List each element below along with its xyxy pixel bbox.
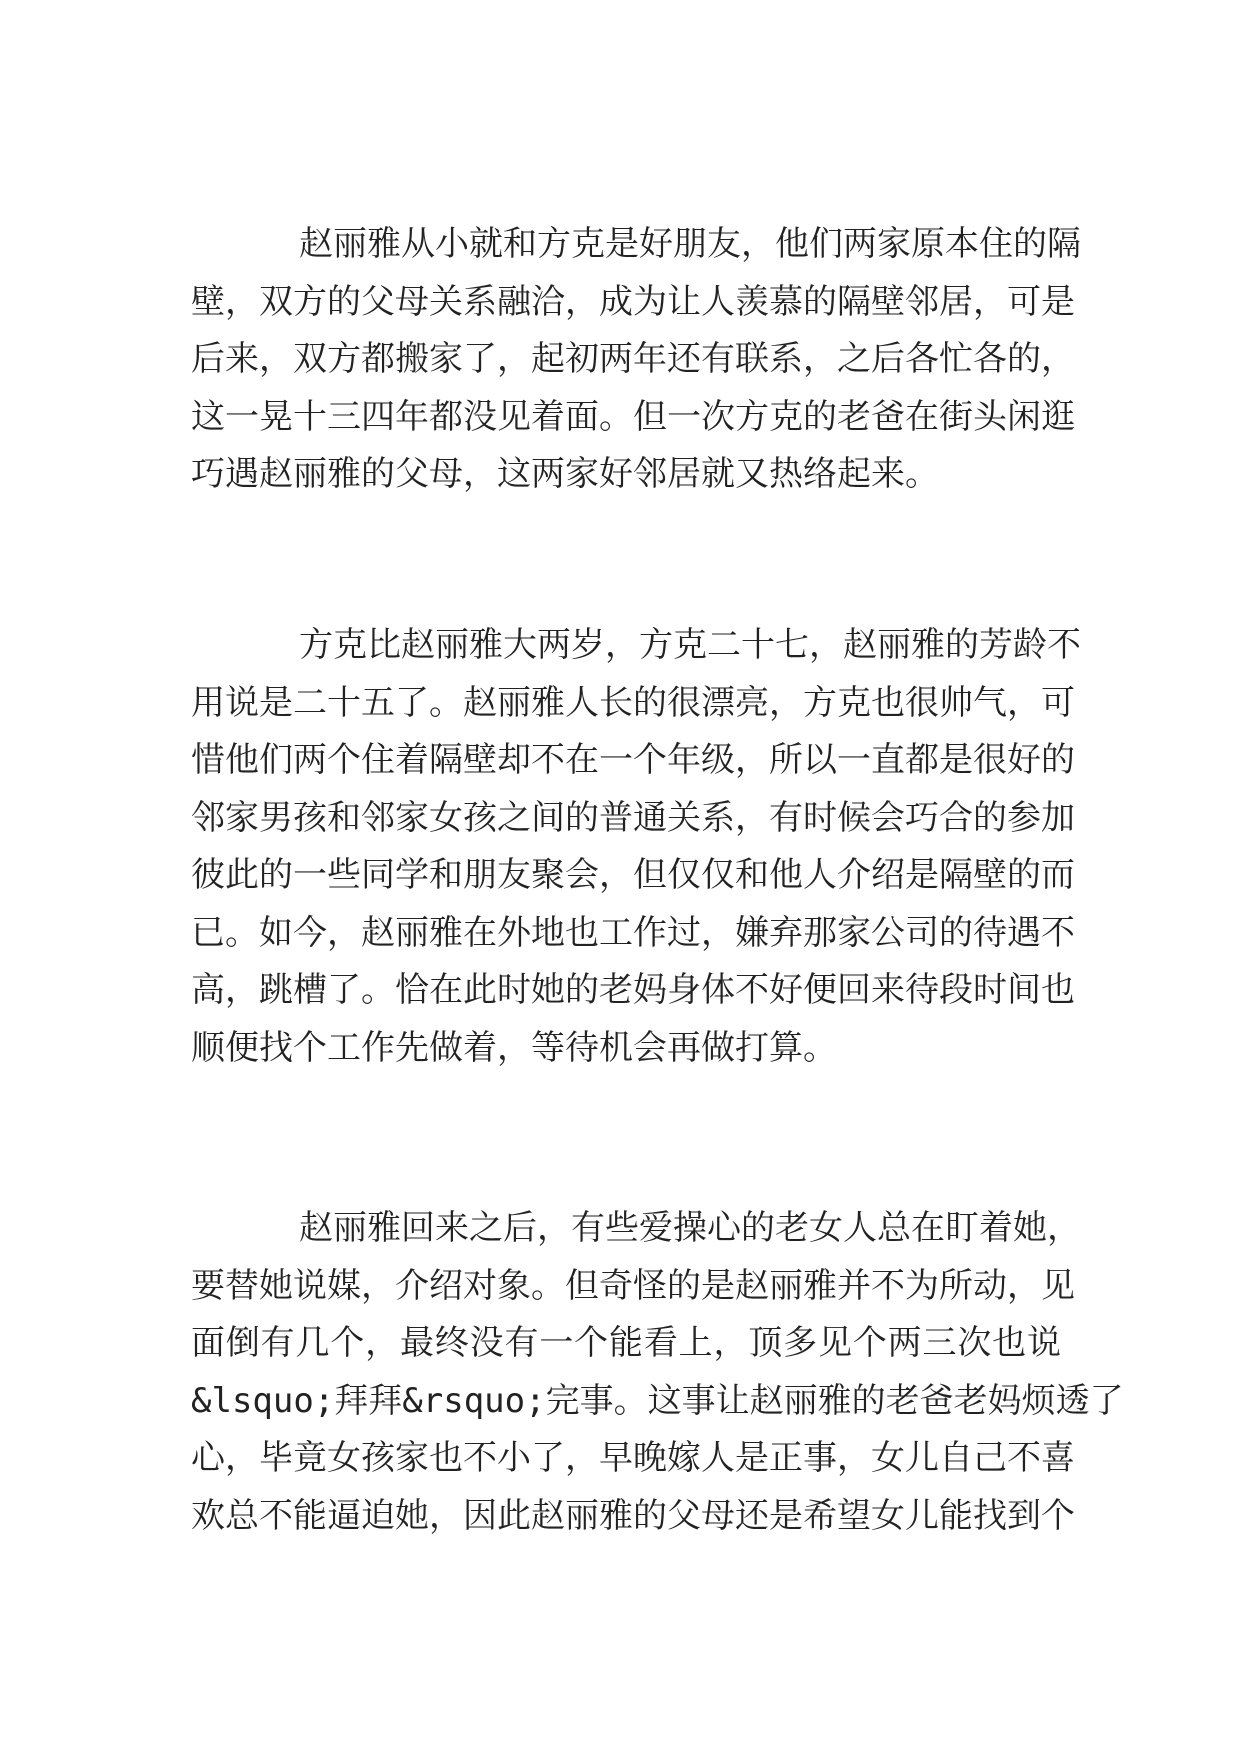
paragraph-1 [191,216,1081,504]
text-line: 面倒有几个，最终没有一个能看上，顶多见个两三次也说 [191,1323,1061,1363]
text-line: 彼此的一些同学和朋友聚会，但仅仅和他人介绍是隔壁的而 [191,855,1075,895]
text-line: 要替她说媒，介绍对象。但奇怪的是赵丽雅并不为所动，见 [191,1265,1075,1306]
text-line: 心，毕竟女孩家也不小了，早晚嫁人是正事，女儿自己不喜 [191,1438,1075,1478]
paragraph-2 [191,617,1081,1077]
text-line: 顺便找个工作先做着，等待机会再做打算。 [191,1027,837,1068]
text-line: 用说是二十五了。赵丽雅人长的很漂亮，方克也很帅气，可 [191,682,1075,723]
text-line: 方克比赵丽雅大两岁，方克二十七，赵丽雅的芳龄不 [299,625,1081,665]
text-line: 邻家男孩和邻家女孩之间的普通关系，有时候会巧合的参加 [191,797,1075,838]
text-line: 惜他们两个住着隔壁却不在一个年级，所以一直都是很好的 [191,740,1075,780]
text-line: 后来，双方都搬家了，起初两年还有联系，之后各忙各的， [191,339,1075,379]
text-line: 赵丽雅从小就和方克是好朋友，他们两家原本住的隔 [299,224,1081,264]
text-line: 欢总不能逼迫她，因此赵丽雅的父母还是希望女儿能找到个 [191,1495,1075,1536]
text-line: 壁，双方的父母关系融洽，成为让人羡慕的隔壁邻居，可是 [191,281,1075,322]
text-line: 已。如今，赵丽雅在外地也工作过，嫌弃那家公司的待遇不 [191,912,1075,953]
text-line: 赵丽雅回来之后，有些爱操心的老女人总在盯着她， [299,1208,1081,1248]
text-line: 这一晃十三四年都没见着面。但一次方克的老爸在街头闲逛 [191,396,1075,437]
text-line: &lsquo;拜拜&rsquo;完事。这事让赵丽雅的老爸老妈烦透了 [191,1380,1124,1421]
paragraph-3 [191,1200,1124,1545]
text-line: 高，跳槽了。恰在此时她的老妈身体不好便回来待段时间也 [191,970,1075,1010]
text-line: 巧遇赵丽雅的父母，这两家好邻居就又热络起来。 [191,454,939,494]
